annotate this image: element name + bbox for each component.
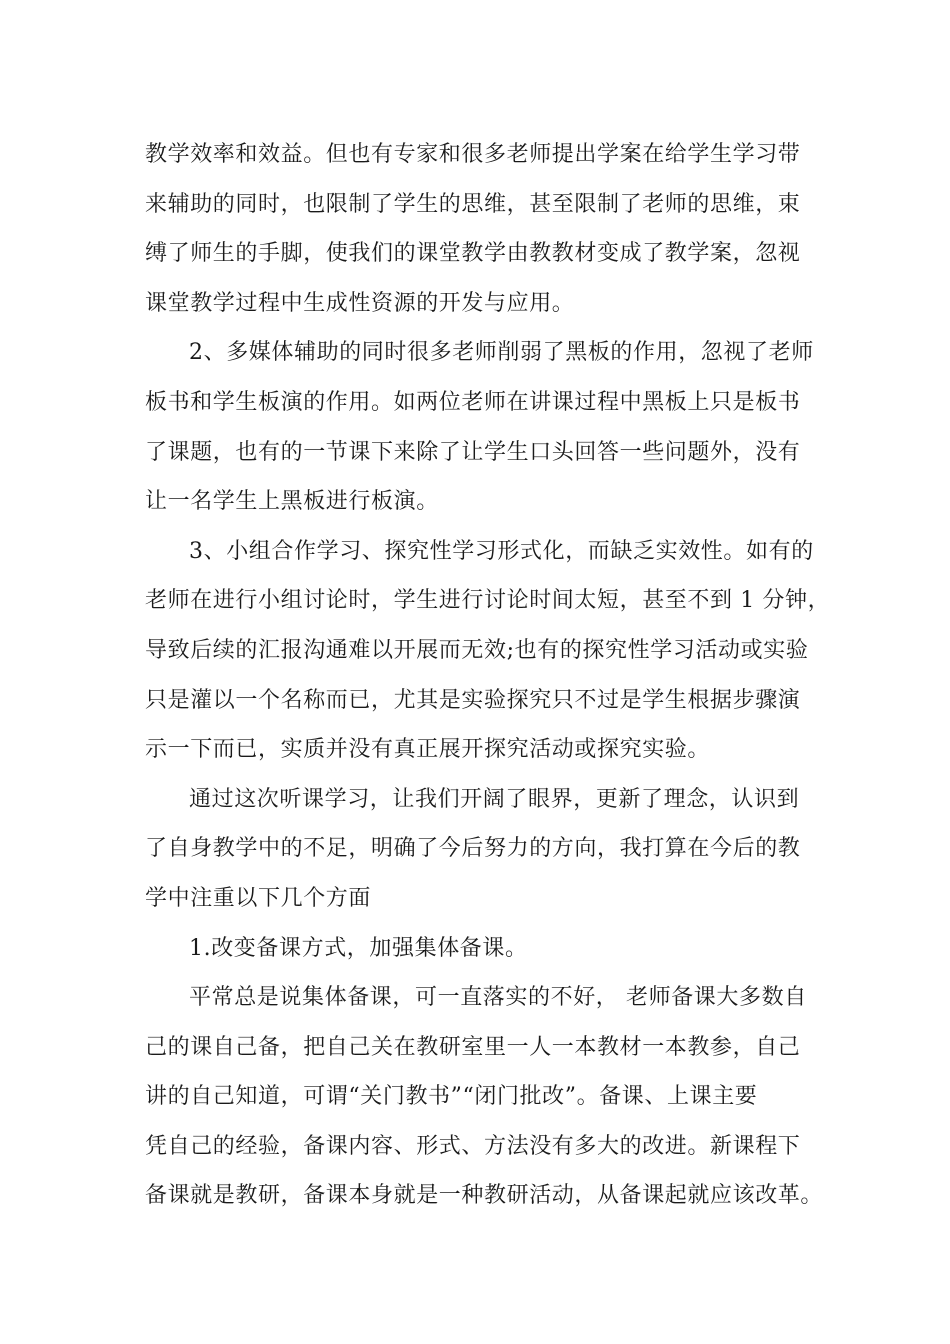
text-line: 讲的自己知道，可谓“关门教书”“闭门批改”。备课、上课主要: [145, 1084, 758, 1110]
text-line: 了课题，也有的一节课下来除了让学生口头回答一些问题外，没有: [145, 439, 801, 465]
text-line: 让一名学生上黑板进行板演。: [145, 489, 439, 515]
text-line: 学中注重以下几个方面: [145, 885, 372, 911]
paragraph-point-3: [145, 527, 831, 775]
text-line: 教学效率和效益。但也有专家和很多老师提出学案在给学生学习带: [145, 142, 801, 167]
text-line: 2、多媒体辅助的同时很多老师削弱了黑板的作用，忽视了老师: [189, 340, 814, 366]
document-body: [145, 130, 831, 1221]
text-line: 了自身教学中的不足，明确了今后努力的方向，我打算在今后的教: [145, 836, 801, 862]
paragraph-summary: [145, 775, 825, 924]
text-line: 缚了师生的手脚，使我们的课堂教学由教教材变成了教学案，忽视: [145, 241, 801, 267]
paragraph-collective-lesson-prep: [145, 973, 825, 1221]
text-line: 3、小组合作学习、探究性学习形式化，而缺乏实效性。如有的: [189, 538, 814, 564]
text-line: 己的课自己备，把自己关在教研室里一人一本教材一本教参，自己: [145, 1034, 801, 1060]
paragraph-intro-continuation: [145, 130, 825, 328]
text-line: 示一下而已，实质并没有真正展开探究活动或探究实验。: [145, 737, 711, 763]
text-line: 老师在进行小组讨论时，学生进行讨论时间太短，甚至不到 1 分钟，: [145, 588, 831, 614]
text-line: 来辅助的同时，也限制了学生的思维，甚至限制了老师的思维，束: [145, 191, 801, 217]
text-line: 通过这次听课学习，让我们开阔了眼界，更新了理念，认识到: [189, 786, 800, 812]
paragraph-point-2: [145, 328, 825, 526]
text-line: 备课就是教研，备课本身就是一种教研活动，从备课起就应该改革。: [145, 1183, 824, 1209]
text-line: 1.改变备课方式，加强集体备课。: [189, 935, 528, 961]
text-line: 课堂教学过程中生成性资源的开发与应用。: [145, 290, 575, 316]
text-line: 平常总是说集体备课，可一直落实的不好， 老师备课大多数自: [189, 985, 807, 1011]
text-line: 板书和学生板演的作用。如两位老师在讲课过程中黑板上只是板书: [145, 389, 801, 415]
text-line: 只是灌以一个名称而已，尤其是实验探究只不过是学生根据步骤演: [145, 687, 801, 713]
text-line: 凭自己的经验，备课内容、形式、方法没有多大的改进。新课程下: [145, 1133, 801, 1159]
text-line: 导致后续的汇报沟通难以开展而无效;也有的探究性学习活动或实验: [145, 637, 809, 663]
section-heading-1: [145, 924, 825, 974]
